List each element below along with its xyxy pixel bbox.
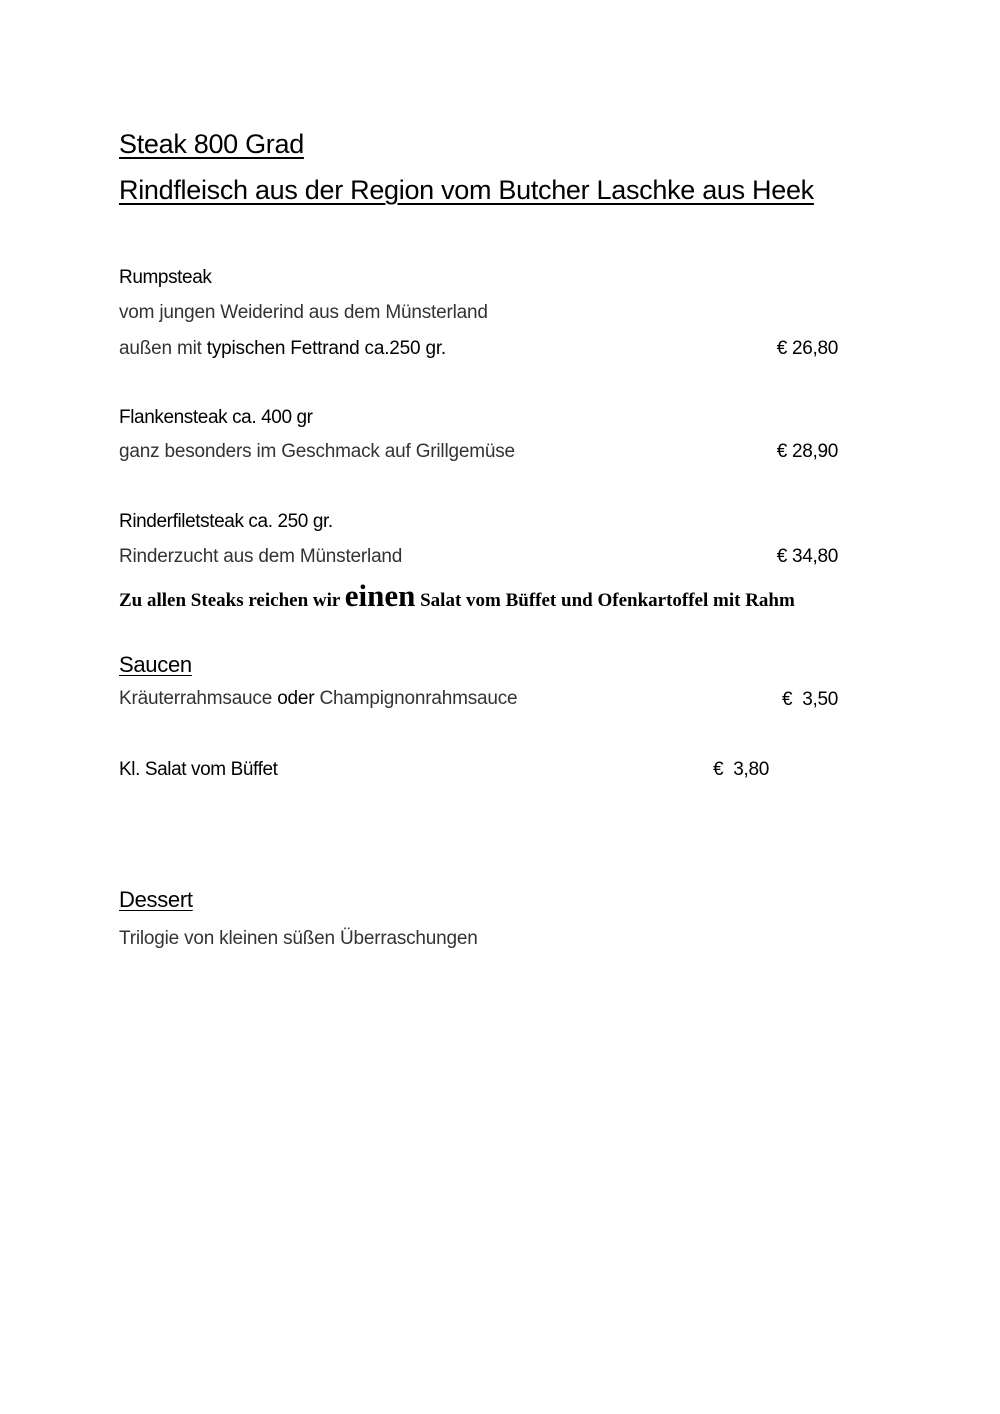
flankensteak-description: ganz besonders im Geschmack auf Grillgemüse: [119, 441, 515, 462]
rinderfilet-price: € 34,80: [776, 546, 838, 567]
sauces-title: Saucen: [119, 652, 192, 677]
flankensteak-price: € 28,90: [776, 441, 838, 462]
sauce-option-2: Champignonrahmsauce: [314, 688, 518, 709]
menu-subtitle: Rindfleisch aus der Region vom Butcher Laschke aus Heek: [119, 175, 814, 205]
dessert-description: Trilogie von kleinen süßen Überraschungen: [119, 928, 478, 949]
sauces-description: [119, 689, 517, 708]
sauce-option-1: Kräuterrahmsauce: [119, 688, 278, 709]
rumpsteak-description-1: vom jungen Weiderind aus dem Münsterland: [119, 302, 488, 323]
note-after: Salat vom Büffet und Ofenkartoffel mit Rahm: [415, 590, 795, 611]
rinderfilet-name: Rinderfiletsteak ca. 250 gr.: [119, 511, 333, 532]
steaks-side-note: [119, 580, 838, 611]
flankensteak-name: Flankensteak ca. 400 gr: [119, 407, 313, 428]
rumpsteak-name: Rumpsteak: [119, 267, 212, 288]
salad-name: Kl. Salat vom Büffet: [119, 759, 278, 780]
note-before: Zu allen Steaks reichen wir: [119, 590, 345, 611]
rumpsteak-description-bold: typischen Fettrand ca.250 gr.: [206, 338, 446, 359]
rumpsteak-price: € 26,80: [776, 338, 838, 359]
rumpsteak-description-2: [119, 339, 446, 358]
rumpsteak-description-prefix: außen mit: [119, 338, 207, 359]
dessert-title: Dessert: [119, 887, 193, 912]
sauce-connector: oder: [277, 688, 315, 709]
menu-title: Steak 800 Grad: [119, 129, 304, 159]
salad-price: € 3,80: [713, 759, 770, 780]
sauces-price: € 3,50: [781, 689, 838, 710]
rinderfilet-description: Rinderzucht aus dem Münsterland: [119, 546, 403, 567]
note-emphasis: einen: [344, 578, 416, 613]
